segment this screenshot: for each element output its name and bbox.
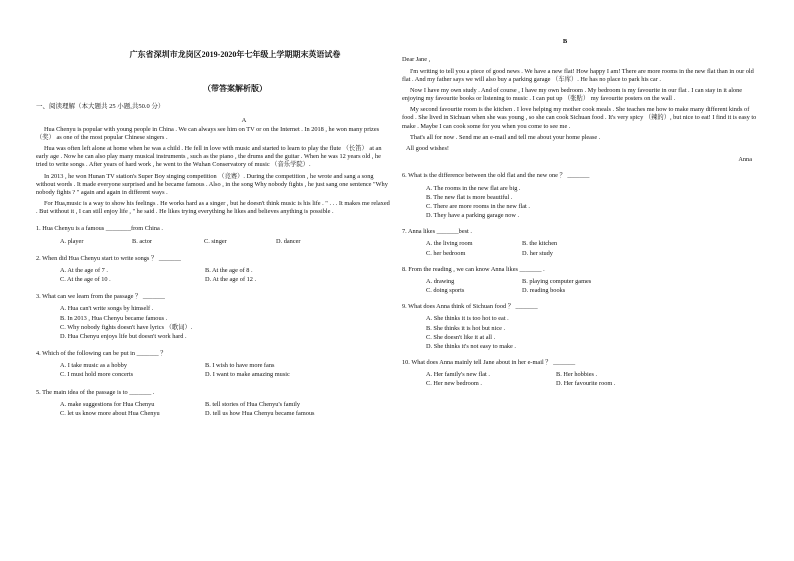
option-c[interactable]: C. her bedroom (426, 249, 466, 257)
options (60, 238, 392, 246)
letter-closing: All good wishes! (406, 144, 450, 152)
option-a[interactable]: A. player (60, 237, 84, 245)
option-b[interactable]: B. the kitchen (522, 240, 558, 248)
question-stem: 3. What can we learn from the passage ？ _______ (36, 293, 165, 301)
option-d[interactable]: D. They have a parking garage now . (426, 212, 520, 220)
passage-b-paragraph: Now I have my own study . And of course , I have my own bedroom . My bedroom is my favourite in our flat . I can stay in it alone enjoying my favourite books or listening to music . I can put up （张贴） my favourite posters on the wall . (402, 86, 743, 103)
option-c[interactable]: C. Her new bedroom . (426, 380, 482, 388)
question-8 (402, 266, 758, 296)
question-4 (36, 350, 392, 380)
question-9 (402, 303, 758, 351)
question-stem: 5. The main idea of the passage is to _______ . (36, 388, 155, 396)
question-stem: 7. Anna likes _______best . (402, 228, 472, 236)
question-stem: 8. From the reading , we can know Anna likes _______ . (402, 265, 545, 273)
option-d[interactable]: D. She thinks it's not easy to make . (426, 342, 516, 350)
options (426, 185, 758, 221)
question-stem: 1. Hua Chenyu is a famous ________from China . (36, 225, 163, 233)
option-c[interactable]: C. There are more rooms in the new flat . (426, 202, 530, 210)
question-stem: 9. What does Anna think of Sichuan food ？ _______ (402, 303, 538, 311)
section-heading: 一、阅读理解（本大题共 25 小题,共50.0 分） (36, 102, 165, 110)
option-b[interactable]: B. actor (132, 237, 152, 245)
option-b[interactable]: B. The new flat is more beautiful . (426, 193, 513, 201)
option-b[interactable]: B. She thinks it is hot but nice . (426, 324, 506, 332)
option-c[interactable]: C. doing sports (426, 287, 465, 295)
question-7 (402, 228, 758, 258)
option-c[interactable]: C. let us know more about Hua Chenyu (60, 409, 160, 417)
options (426, 315, 758, 351)
passage-b-paragraph: My second favourite room is the kitchen . I love helping my mother cook meals . She teaches me how to make many different kinds of food . She lived in Sichuan when she was young , so she can cook Sichuan food . It's very spicy （辣的）, but nice to eat! I find it is easy to make . Maybe I can cook some for you when you come to see me . (402, 106, 757, 130)
question-5 (36, 389, 392, 419)
options (60, 267, 392, 284)
option-a[interactable]: A. drawing (426, 277, 455, 285)
question-stem: 10. What does Anna mainly tell Jane about in her e-mail ？ _______ (402, 359, 576, 367)
passage-b-paragraph: That's all for now . Send me an e-mail and tell me about your home please . (410, 133, 601, 141)
passage-a-paragraph: Hua Chenyu is popular with young people in China . We can always see him on TV or on the Internet . In 2018 , he won many prizes （奖） as one of the most popular Chinese singers . (36, 125, 380, 141)
option-d[interactable]: D. reading books (522, 287, 566, 295)
question-3 (36, 293, 392, 341)
option-a[interactable]: A. Hua can't write songs by himself . (60, 305, 154, 313)
passage-b-label: B (562, 38, 568, 45)
question-2 (36, 255, 392, 285)
exam-subtitle: （带答案解析版） (203, 84, 267, 94)
option-d[interactable]: D. her study (522, 249, 553, 257)
options (426, 278, 758, 295)
option-c[interactable]: C. Why nobody fights doesn't have lyrics （歌词）. (60, 323, 193, 331)
option-a[interactable]: A. the living room (426, 240, 473, 248)
passage-a-label: A (241, 117, 247, 125)
passage-b-paragraph: I'm writing to tell you a piece of good news . We have a new flat! How happy I am! There are more rooms in the new flat than in our old flat . And my father says we will also buy a parking garage （车库）. He has no place to park his car . (402, 67, 754, 83)
option-c[interactable]: C. singer (204, 237, 227, 245)
letter-signature: Anna (738, 156, 752, 164)
option-b[interactable]: B. I wish to have more fans (205, 362, 275, 370)
option-c[interactable]: C. I must hold more concerts (60, 371, 134, 379)
option-c[interactable]: C. She doesn't like it at all . (426, 333, 496, 341)
passage-a (36, 126, 392, 217)
option-a[interactable]: A. The rooms in the new flat are big . (426, 184, 521, 192)
options (60, 401, 392, 418)
letter-greeting: Dear Jane , (402, 56, 431, 64)
option-b[interactable]: B. Her hobbies . (556, 371, 598, 379)
question-1 (36, 225, 392, 245)
option-d[interactable]: D. Her favourite room . (556, 380, 616, 388)
options (426, 240, 758, 257)
option-d[interactable]: D. I want to make amazing music (205, 371, 290, 379)
left-column (36, 50, 392, 418)
options (60, 362, 392, 379)
right-column (402, 38, 758, 389)
option-b[interactable]: B. tell stories of Hua Chenyu's family (205, 400, 301, 408)
question-stem: 2. When did Hua Chenyu start to write songs ？ _______ (36, 254, 181, 262)
passage-a-paragraph: For Hua,music is a way to show his feelings . He works hard as a singer , but he doesn't think music is his life . " . . . It makes me relaxed . But without it , I can still enjoy life , " he said . He likes trying everything he likes and believes anything is possible . (36, 200, 390, 216)
option-b[interactable]: B. In 2013 , Hua Chenyu became famous . (60, 314, 168, 322)
option-d[interactable]: D. At the age of 12 . (205, 276, 257, 284)
options (60, 305, 392, 341)
option-a[interactable]: A. She thinks it is too hot to eat . (426, 315, 509, 323)
exam-title: 广东省深圳市龙岗区2019-2020年七年级上学期期末英语试卷 (129, 50, 341, 59)
option-a[interactable]: A. I take music as a hobby (60, 362, 127, 370)
option-d[interactable]: D. Hua Chenyu enjoys life but doesn't work hard . (60, 332, 187, 340)
option-b[interactable]: B. playing computer games (522, 277, 592, 285)
option-d[interactable]: D. tell us how Hua Chenyu became famous (205, 409, 315, 417)
question-10 (402, 359, 758, 389)
question-stem: 6. What is the difference between the old flat and the new one ？ _______ (402, 172, 590, 180)
options (426, 371, 758, 388)
question-stem: 4. Which of the following can be put in _______ ？ (36, 350, 167, 358)
question-6 (402, 172, 758, 220)
option-d[interactable]: D. dancer (276, 237, 301, 245)
option-a[interactable]: A. make suggestions for Hua Chenyu (60, 400, 155, 408)
option-a[interactable]: A. Her family's new flat . (426, 371, 490, 379)
option-b[interactable]: B. At the age of 8 . (205, 266, 253, 274)
passage-a-paragraph: Hua was often left alone at home when he was a child . He fell in love with music and started to learn to play the flute （长笛） at an early age . Now he can also play many musical instruments , such as the piano , the drums and the guitar . When he was 12 years old , he tried to write songs . After years of hard work , he went to the Wuhan Conservatory of music （音乐学院）. (36, 145, 382, 169)
option-c[interactable]: C. At the age of 10 . (60, 276, 111, 284)
option-a[interactable]: A. At the age of 7 . (60, 266, 108, 274)
passage-a-paragraph: In 2013 , he won Hunan TV station's Super Boy singing competition （竞赛）. During the competition , he wrote and sang a song without words . It made everyone surprised and he became famous . Also , in the song Why nobody fights , he just sang one sentence "Why nobody fights ? " again and again in different ways . (36, 172, 388, 196)
